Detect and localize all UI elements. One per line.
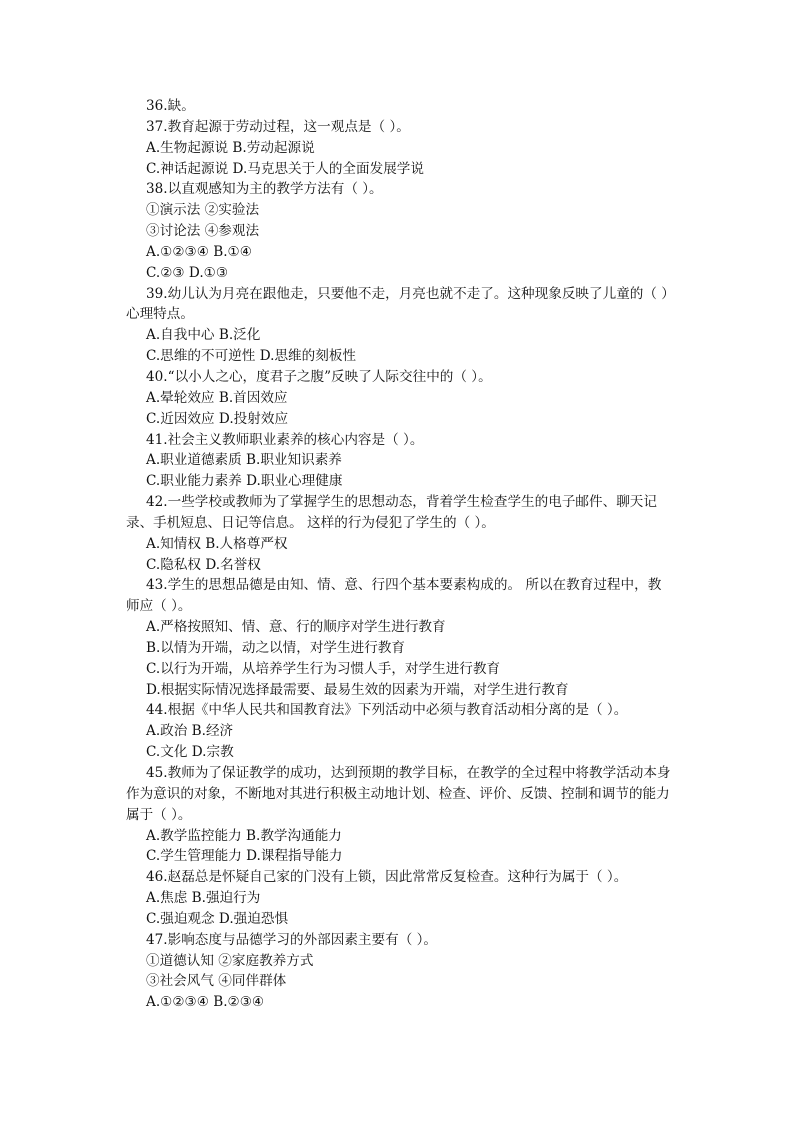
document-page xyxy=(126,96,672,1013)
question-stem: 41.社会主义教师职业素养的核心内容是（ ）。 xyxy=(146,431,424,448)
option-line: A.知情权 B.人格尊严权 xyxy=(146,535,288,552)
question-stem: 47.影响态度与品德学习的外部因素主要有（ ）。 xyxy=(146,931,438,948)
option-line: C.神话起源说 D.马克思关于人的全面发展学说 xyxy=(146,160,424,177)
option-line: C.文化 D.宗教 xyxy=(146,744,234,761)
option-line: C.近因效应 D.投射效应 xyxy=(146,410,289,427)
option-line: C.思维的不可逆性 D.思维的刻板性 xyxy=(146,348,357,365)
question-line: 36.缺。 xyxy=(146,98,195,114)
option-line: C.②③ D.①③ xyxy=(146,264,229,281)
option-line: A.晕轮效应 B.首因效应 xyxy=(146,389,288,406)
question-stem: 43.学生的思想品德是由知、情、意、行四个基本要素构成的。 所以在教育过程中，教师应（ ）。 xyxy=(126,577,662,615)
option-line: A.教学监控能力 B.教学沟通能力 xyxy=(146,827,342,844)
option-line: C.学生管理能力 D.课程指导能力 xyxy=(146,848,343,865)
option-line: A.①②③④ B.②③④ xyxy=(146,994,265,1011)
option-line: A.①②③④ B.①④ xyxy=(146,243,252,260)
question-stem: 38.以直观感知为主的教学方法有（ ）。 xyxy=(146,181,383,198)
option-line: C.以行为开端，从培养学生行为习惯人手，对学生进行教育 xyxy=(146,660,501,677)
option-line: C.强迫观念 D.强迫恐惧 xyxy=(146,910,289,927)
question-stem: 44.根据《中华人民共和国教育法》下列活动中必须与教育活动相分离的是（ ）。 xyxy=(146,702,628,719)
question-stem: 46.赵磊总是怀疑自己家的门没有上锁，因此常常反复检查。这种行为属于（ ）。 xyxy=(146,869,628,886)
option-line: C.职业能力素养 D.职业心理健康 xyxy=(146,473,343,490)
question-stem: 45.教师为了保证教学的成功，达到预期的教学目标，在教学的全过程中将教学活动本身作为意识的对象，不断地对其进行积极主动地计划、检查、评价、反馈、控制和调节的能力属于（ ）。 xyxy=(126,765,671,823)
option-line: B.以情为开端，动之以情，对学生进行教育 xyxy=(146,639,405,656)
option-line: A.严格按照知、情、意、行的顺序对学生进行教育 xyxy=(146,619,446,636)
item-line: ③社会风气 ④同伴群体 xyxy=(146,973,287,990)
option-line: A.自我中心 B.泛化 xyxy=(146,327,261,344)
option-line: A.政治 B.经济 xyxy=(146,723,234,740)
option-line: C.隐私权 D.名誉权 xyxy=(146,556,261,573)
question-stem: 40.“以小人之心，度君子之腹”反映了人际交往中的（ ）。 xyxy=(146,368,492,385)
item-line: ①演示法 ②实验法 xyxy=(146,202,260,219)
question-stem: 42.一些学校或教师为了掌握学生的思想动态，背着学生检查学生的电子邮件、聊天记录、手机短息、日记等信息。 这样的行为侵犯了学生的（ ）。 xyxy=(126,494,657,531)
option-line: A.焦虑 B.强迫行为 xyxy=(146,890,261,907)
item-line: ③讨论法 ④参观法 xyxy=(146,223,260,240)
item-line: ①道德认知 ②家庭教养方式 xyxy=(146,952,314,969)
question-stem: 37.教育起源于劳动过程，这一观点是（ ）。 xyxy=(146,118,410,135)
option-line: A.生物起源说 B.劳动起源说 xyxy=(146,139,315,156)
question-stem: 39.幼儿认为月亮在跟他走，只要他不走，月亮也就不走了。这种现象反映了儿童的（ ）心理特点。 xyxy=(126,285,669,323)
option-line: D.根据实际情况选择最需要、最易生效的因素为开端，对学生进行教育 xyxy=(146,681,569,698)
option-line: A.职业道德素质 B.职业知识素养 xyxy=(146,452,342,469)
